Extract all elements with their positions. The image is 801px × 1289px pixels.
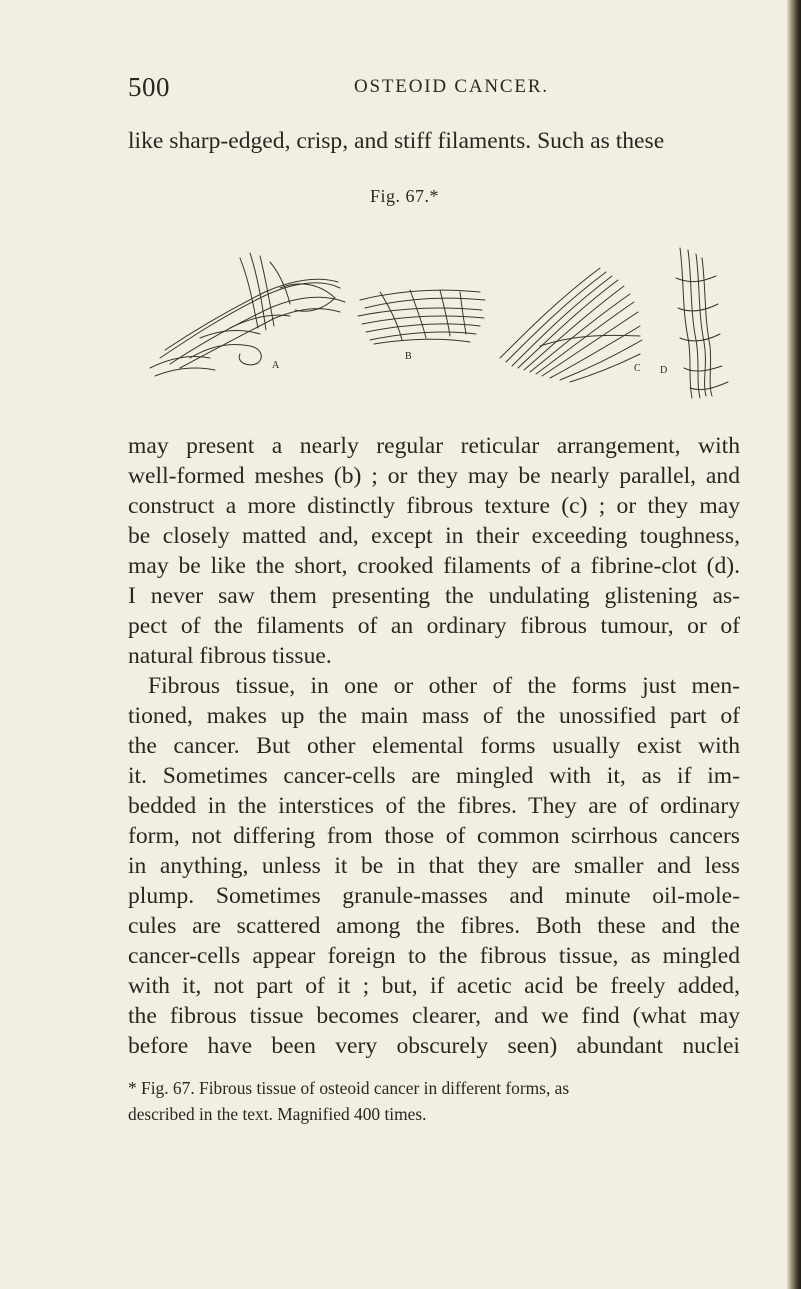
body-line: with it, not part of it ; but, if acetic acid be freely added, (128, 973, 740, 999)
figure-letter-c: C (634, 363, 641, 374)
body-line: cancer-cells appear foreign to the fibrous tissue, as mingled (128, 943, 740, 969)
footnote-line: described in the text. Magnified 400 times. (128, 1104, 427, 1124)
body-line: cules are scattered among the fibres. Both these and the (128, 913, 740, 939)
figure-panel-d (676, 248, 728, 398)
figure-letter-b: B (405, 351, 412, 362)
body-line: before have been very obscurely seen) abundant nuclei (128, 1033, 740, 1059)
page-number: 500 (128, 72, 170, 102)
body-line: pect of the filaments of an ordinary fibrous tumour, or of (128, 613, 740, 639)
body-line: construct a more distinctly fibrous texture (c) ; or they may (128, 493, 740, 519)
page-edge-shadow (787, 0, 801, 1289)
body-line: form, not differing from those of common scirrhous cancers (128, 823, 740, 849)
body-line: plump. Sometimes granule-masses and minute oil-mole- (128, 883, 740, 909)
figure-67-illustration (140, 218, 740, 408)
body-line: the fibrous tissue becomes clearer, and we find (what may (128, 1003, 740, 1029)
figure-caption: Fig. 67.* (370, 186, 440, 206)
body-line: be closely matted and, except in their exceeding toughness, (128, 523, 740, 549)
body-line: bedded in the interstices of the fibres. They are of ordinary (128, 793, 740, 819)
figure-panel-b (358, 290, 485, 344)
body-line: the cancer. But other elemental forms usually exist with (128, 733, 740, 759)
body-line: natural fibrous tissue. (128, 643, 332, 669)
figure-letter-a: A (272, 360, 280, 371)
body-line: tioned, makes up the main mass of the unossified part of (128, 703, 740, 729)
body-line-top: like sharp-edged, crisp, and stiff filaments. Such as these (128, 128, 665, 154)
body-line: may be like the short, crooked filaments of a fibrine-clot (d). (128, 553, 740, 579)
body-line: Fibrous tissue, in one or other of the forms just men- (148, 673, 740, 699)
body-line: I never saw them presenting the undulating glistening as- (128, 583, 740, 609)
page-header (128, 72, 748, 106)
body-line: well-formed meshes (b) ; or they may be nearly parallel, and (128, 463, 740, 489)
body-line: it. Sometimes cancer-cells are mingled with it, as if im- (128, 763, 740, 789)
figure-letter-d: D (660, 365, 668, 376)
footnote-line: * Fig. 67. Fibrous tissue of osteoid cancer in different forms, as (128, 1078, 570, 1098)
figure-panel-a (150, 253, 345, 376)
running-head: OSTEOID CANCER. (354, 76, 549, 97)
figure-panel-c (500, 268, 642, 382)
body-line: in anything, unless it be in that they are smaller and less (128, 853, 740, 879)
body-line: may present a nearly regular reticular arrangement, with (128, 433, 740, 459)
